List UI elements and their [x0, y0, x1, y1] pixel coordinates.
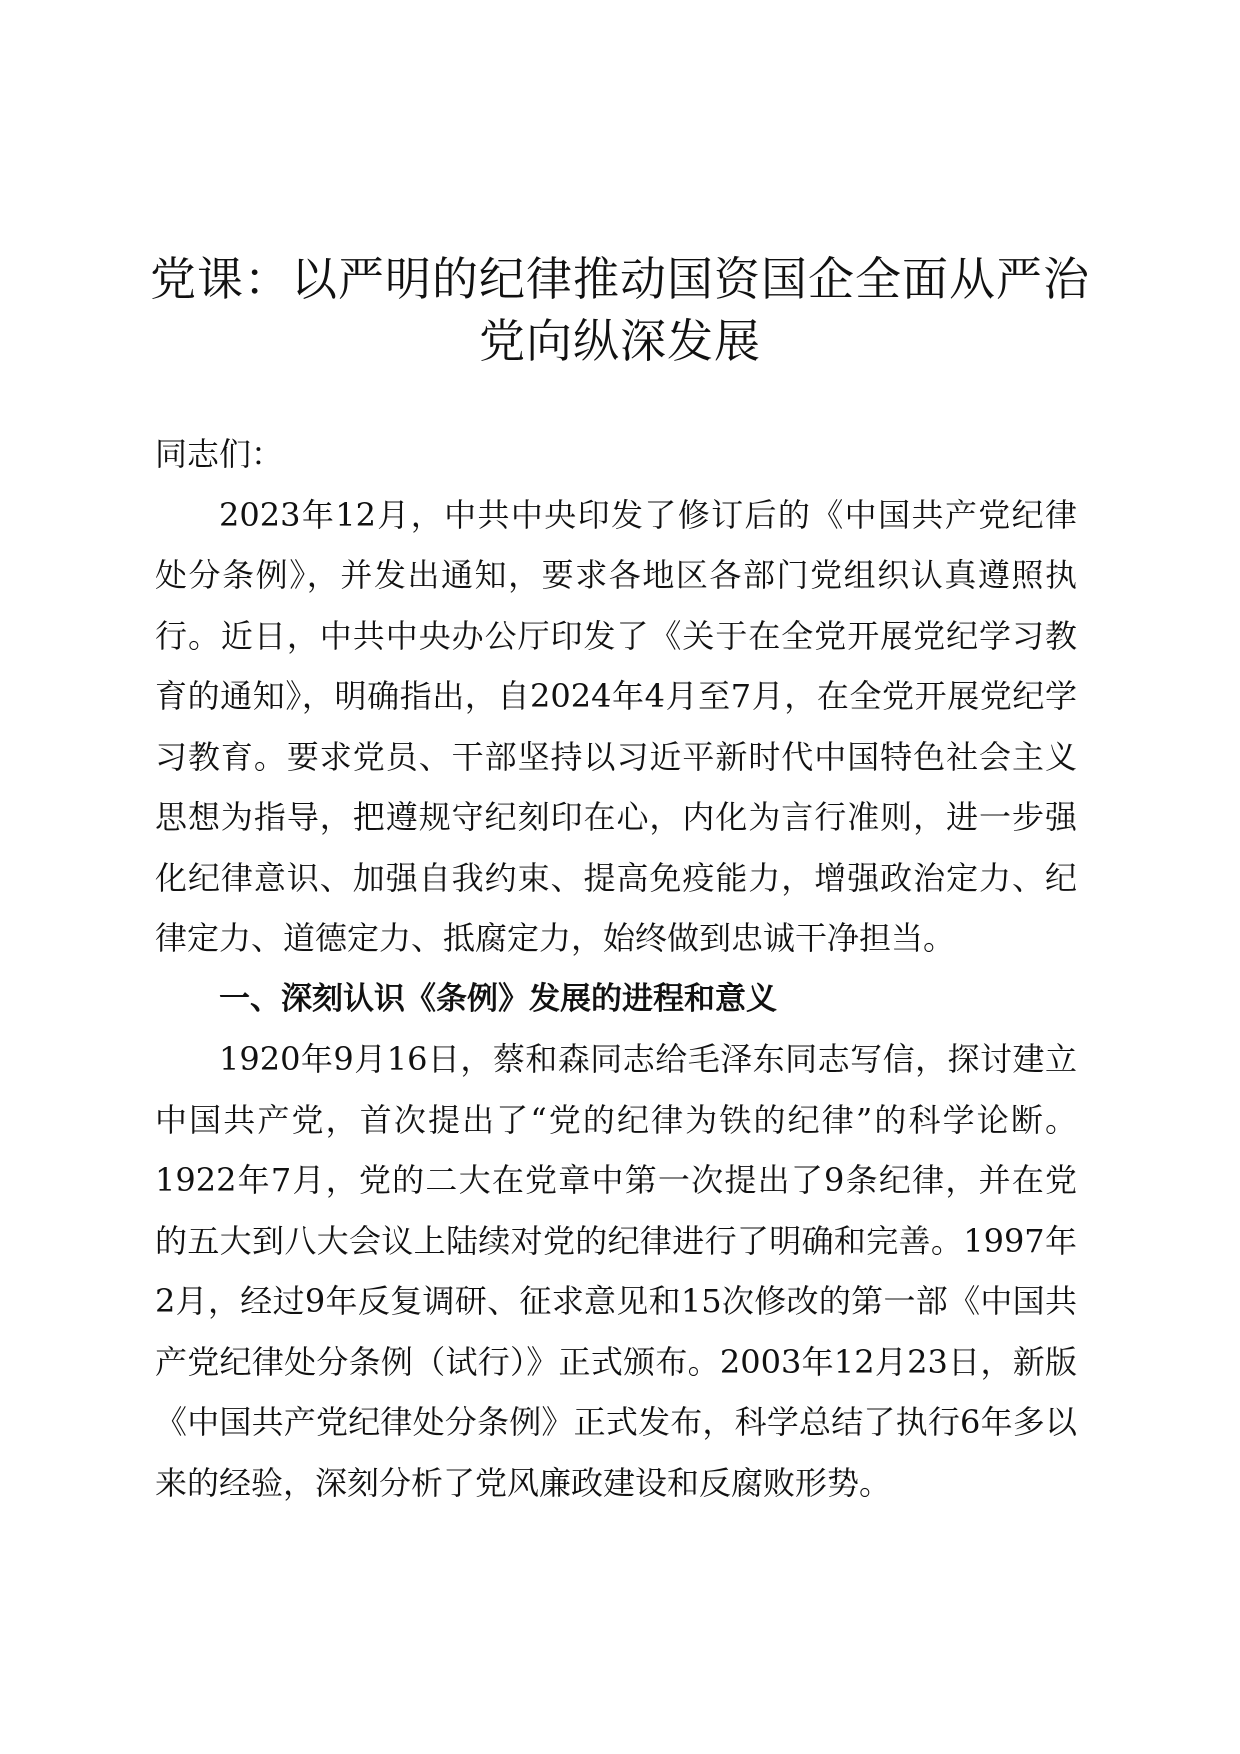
- paragraph-intro: 2023年12月，中共中央印发了修订后的《中国共产党纪律处分条例》，并发出通知，要求各地区各部门党组织认真遵照执行。近日，中共中央办公厅印发了《关于在全党开展党纪学习教育的通知》，明确指出，自2024年4月至7月，在全党开展党纪学习教育。要求党员、干部坚持以习近平新时代中国特色社会主义思想为指导，把遵规守纪刻印在心，内化为言行准则，进一步强化纪律意识、加强自我约束、提高免疫能力，增强政治定力、纪律定力、道德定力、抵腐定力，始终做到忠诚干净担当。: [155, 495, 1077, 957]
- salutation: 同志们：: [155, 435, 284, 473]
- title-line-1: 党课：以严明的纪律推动国资国企全面从严治: [150, 252, 1090, 306]
- section-heading: 一、深刻认识《条例》发展的进程和意义: [219, 980, 777, 1017]
- title-line-2: 党向纵深发展: [479, 314, 761, 368]
- document-body: [155, 424, 1077, 1513]
- paragraph-history: 1920年9月16日，蔡和森同志给毛泽东同志写信，探讨建立中国共产党，首次提出了“党的纪律为铁的纪律”的科学论断。1922年7月，党的二大在党章中第一次提出了9条纪律，并在党的五大到八大会议上陆续对党的纪律进行了明确和完善。1997年2月，经过9年反复调研、征求意见和15次修改的第一部《中国共产党纪律处分条例（试行）》正式颁布。2003年12月23日，新版《中国共产党纪律处分条例》正式发布，科学总结了执行6年多以来的经验，深刻分析了党风廉政建设和反腐败形势。: [155, 1040, 1077, 1502]
- document-title: [140, 248, 1100, 372]
